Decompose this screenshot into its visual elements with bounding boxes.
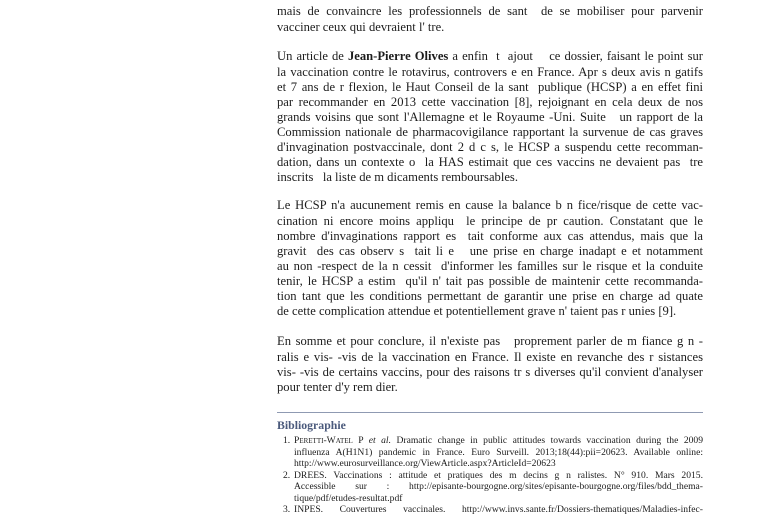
text-line: gravit des cas observ s tait li e une prise en charge inadapt e et notamment <box>277 243 703 258</box>
reference-number: 2. <box>283 469 291 481</box>
text-segment: Un article de <box>277 49 348 64</box>
text-line: En somme et pour conclure, il n'existe pas proprement parler de m fiance g n - <box>277 334 703 349</box>
text-line: par recommander en 2013 cette vaccination [8], rejoignant en cela deux de nos <box>277 94 703 109</box>
text-line: pour tenter d'y rem dier. <box>277 379 398 394</box>
author-surname: Peretti-Watel <box>294 435 353 446</box>
body-paragraph <box>277 4 703 34</box>
reference-line: tique/pdf/etudes-resultat.pdf <box>294 492 403 504</box>
body-paragraph <box>277 49 703 185</box>
body-paragraph <box>277 198 703 319</box>
italic-text: et al. <box>368 435 391 446</box>
reference-line: Accessible sur : http://episante-bourgogne.org/sites/episante-bourgogne.org/files/bdd_thema- <box>294 481 703 492</box>
reference-text <box>294 470 703 505</box>
text-segment: P <box>352 435 369 446</box>
reference-list <box>283 435 703 516</box>
reference-item <box>283 435 703 470</box>
text-line: dation, dans un contexte o la HAS estimait que ces vaccins ne devaient pas tre <box>277 155 703 170</box>
reference-line <box>294 435 703 447</box>
reference-number: 1. <box>283 435 291 446</box>
reference-item <box>283 470 703 505</box>
text-line: mais de convaincre les professionnels de sant de se mobiliser pour parvenir <box>277 4 703 19</box>
text-line: nombre d'invaginations rapport es tait conforme aux cas attendus, mais que la <box>277 228 703 243</box>
reference-line: DREES. Vaccinations : attitude et pratiques des m decins g n ralistes. N° 910. Mars 2015. <box>294 469 703 481</box>
text-line: tion tant que les conditions permettant de garantir une prise en charge ad quate <box>277 289 703 303</box>
text-segment: Dramatic change in public attitudes towards vaccination during the 2009 <box>390 435 704 446</box>
text-line: vacciner ceux qui devraient l' tre. <box>277 19 445 34</box>
text-line: grands voisins que sont l'Allemagne et le Royaume -Uni. Suite un rapport de la <box>277 109 703 124</box>
text-line: et 7 ans de r flexion, le Haut Conseil de la sant publique (HCSP) a en effet fini <box>277 79 703 94</box>
reference-text <box>294 504 703 516</box>
body-paragraph <box>277 334 703 394</box>
text-line: ralis e vis- -vis de la vaccination en France. Il existe en revanche des r sistances <box>277 349 703 364</box>
section-divider <box>277 412 703 413</box>
text-line: de cette complication attendue et potentiellement grave n' taient pas r unies [9]. <box>277 304 677 319</box>
text-line: cination ni encore moins appliqu le principe de pr caution. Constatant que le <box>277 213 703 228</box>
text-segment: a enfin t ajout ce dossier, faisant le point sur <box>448 49 704 64</box>
bibliography-heading: Bibliographie <box>277 418 346 432</box>
reference-text <box>294 435 703 470</box>
text-line: la vaccination contre le rotavirus, controvers e en France. Apr s deux avis n gatifs <box>277 64 703 79</box>
text-line <box>277 49 703 64</box>
text-line: Commission nationale de pharmacovigilance rapportant la survenue de cas graves <box>277 124 703 139</box>
reference-line: http://www.eurosurveillance.org/ViewArticle.aspx?ArticleId=20623 <box>294 458 556 469</box>
text-line: Le HCSP n'a aucunement remis en cause la balance b n fice/risque de cette vac- <box>277 198 703 213</box>
author-name: Jean-Pierre Olives <box>347 49 449 64</box>
reference-number: 3. <box>283 504 291 515</box>
reference-line: influenza A(H1N1) pandemic in France. Euro Surveill. 2013;18(44):pii=20623. Available online: <box>294 446 703 458</box>
text-line: d'invagination postvaccinale, dont 2 d c s, le HCSP a suspendu cette recomman- <box>277 140 703 154</box>
text-line: au non -respect de la n cessit d'informer les familles sur le risque et la conduite <box>277 258 703 273</box>
reference-item <box>283 504 703 516</box>
reference-line: INPES. Couvertures vaccinales. http://www.invs.sante.fr/Dossiers-thematiques/Maladies-infec- <box>294 504 703 515</box>
text-line: vis- -vis de certains vaccins, pour des raisons tr s diverses qu'il convient d'analyser <box>277 364 703 379</box>
text-line: tenir, le HCSP a estim qu'il n' tait pas possible de maintenir cette recommanda- <box>277 273 703 288</box>
text-line: inscrits la liste de m dicaments remboursables. <box>277 170 518 185</box>
